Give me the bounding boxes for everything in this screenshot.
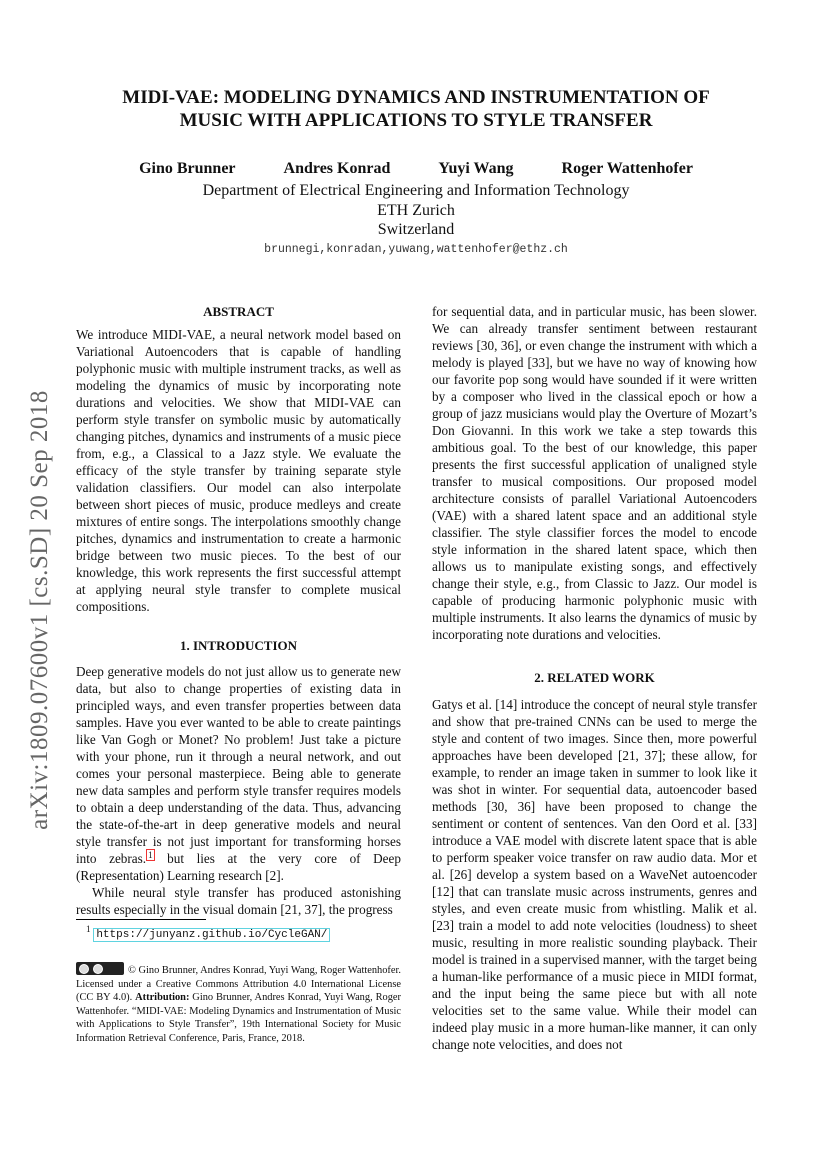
author-list [76,160,756,178]
footnote-marker-link[interactable]: 1 [148,849,153,860]
author-emails: brunnegi,konradan,yuwang,wattenhofer@ethz.ch [264,243,568,256]
license-notice: © Gino Brunner, Andres Konrad, Yuyi Wang, Roger Wattenhofer. Licensed under a Creative Commons Attribution 4.0 International License (CC BY 4.0). Attribution: Gino Brunner, Andres Konrad, Yuyi Wang, Roger Wattenhofer. “MIDI-VAE: Modeling Dynamics and Instrumentation of Music with Applications to Style Transfer”, 19th International Society for Music Information Retrieval Conference, Paris, France, 2018. [76,962,401,1046]
affiliation-country: Switzerland [377,221,455,238]
introduction-continuation: for sequential data, and in particular music, has been slower. We can already transfer sentiment between restaurant reviews [30, 36], or even change the instrument with which a melody is played [33], but we have no way of knowing how our favorite pop song would have sounded if it were written by a composer who lived in the classical epoch or how a group of jazz musicians would play the Overture of Mozart’s Don Giovanni. In this work we take a step towards this ambitious goal. To the best of our knowledge, this paper presents the first successful application of unaligned style transfer to musical compositions. Our proposed model architecture consists of parallel Variational Autoencoders (VAE) with a shared latent space and an additional style classifier. The style classifier forces the model to encode style information in the shared latent space, which then allows us to manipulate existing songs, and effectively change their style, e.g., from Classic to Jazz. Our model is capable of producing harmonic polyphonic music with multiple instruments. It also learns the dynamics of music by incorporating note durations and velocities. [432,304,757,642]
related-work-paragraph: Gatys et al. [14] introduce the concept of neural style transfer and show that pre-trained CNNs can be used to merge the style and content of two images. Since then, more powerful approaches have been developed [21, 37]; these allow, for example, to render an image taken in summer to look like it was shot in winter. For sequential data, autoencoder based methods [30, 36] have been proposed to change the sentiment or content of sentences. Van den Oord et al. [33] introduce a VAE model with discrete latent space that is able to perform speaker voice transfer on raw audio data. Mor et al. [26] develop a system based on a WaveNet autoencoder [12] that can translate music across instruments, genres and styles, and even create music from whistling. Malik et al. [23] train a model to add note velocities (loudness) to sheet music, resulting in more realistic sounding playback. Their model is trained in a supervised manner, with the target being a human-like performance of a music piece in MIDI format, and the input being the same piece but with all note velocities set to the same value. While their model can indeed play music in a more human-like manner, it can only change note velocities, and does not [432,697,757,1052]
introduction-paragraph: While neural style transfer has produced astonishing results especially in the visual domain [21, 37], the progress [76,885,401,917]
affiliation-department: Department of Electrical Engineering and Information Technology [202,182,630,199]
author-name: Roger Wattenhofer [561,160,693,177]
title-line-1: MIDI-VAE: MODELING DYNAMICS AND INSTRUMENTATION OF [122,87,710,108]
author-name: Andres Konrad [283,160,391,177]
introduction-heading: 1. INTRODUCTION [179,638,297,653]
creative-commons-badge-icon [76,962,124,975]
attribution-label: Attribution: [135,992,190,1004]
footnote-divider [76,919,206,920]
left-column [76,303,401,918]
right-column [432,303,757,1053]
author-name: Yuyi Wang [438,160,514,177]
paper-title [76,86,756,132]
related-work-heading: 2. RELATED WORK [534,670,655,685]
affiliation-institution: ETH Zurich [377,202,455,219]
author-name: Gino Brunner [139,160,236,177]
footnote-url-link[interactable]: https://junyanz.github.io/CycleGAN/ [93,928,330,942]
footnote [86,924,330,941]
title-line-2: MUSIC WITH APPLICATIONS TO STYLE TRANSFER [179,110,653,131]
arxiv-identifier-stamp: arXiv:1809.07600v1 [cs.SD] 20 Sep 2018 [26,390,53,830]
introduction-paragraph: Deep generative models do not just allow us to generate new data, but also to change properties of existing data in principled ways, and even transfer properties between data samples. Have you ever wanted to be able to create paintings like Van Gogh or Monet? No problem! Just take a picture with your phone, run it through a neural network, and out comes your personal masterpiece. Being able to generate new data samples and perform style transfer requires models to obtain a deep understanding of the data. Thus, advancing the state-of-the-art in deep generative models and neural style transfer is not just important for transforming horses into zebras. $^1$ but lies at the very core of Deep (Representation) Learning research [2]. [76,664,401,883]
footnote-number: 1 [86,924,91,934]
abstract-text: We introduce MIDI-VAE, a neural network model based on Variational Autoencoders that is capable of handling polyphonic music with multiple instrument tracks, as well as modeling the dynamics of music by incorporating note durations and velocities. We show that MIDI-VAE can perform style transfer on symbolic music by automatically changing pitches, dynamics and instruments of a music piece from, e.g., a Classical to a Jazz style. We evaluate the efficacy of the style transfer by training separate style validation classifiers. Our model can also interpolate between short pieces of music, produce medleys and create mixtures of entire songs. The interpolations smoothly change pitches, dynamics and instrumentation to create a harmonic bridge between two music pieces. To the best of our knowledge, this work represents the first successful attempt at applying neural style transfer to complete musical compositions. [76,327,401,614]
abstract-heading: ABSTRACT [203,304,274,319]
